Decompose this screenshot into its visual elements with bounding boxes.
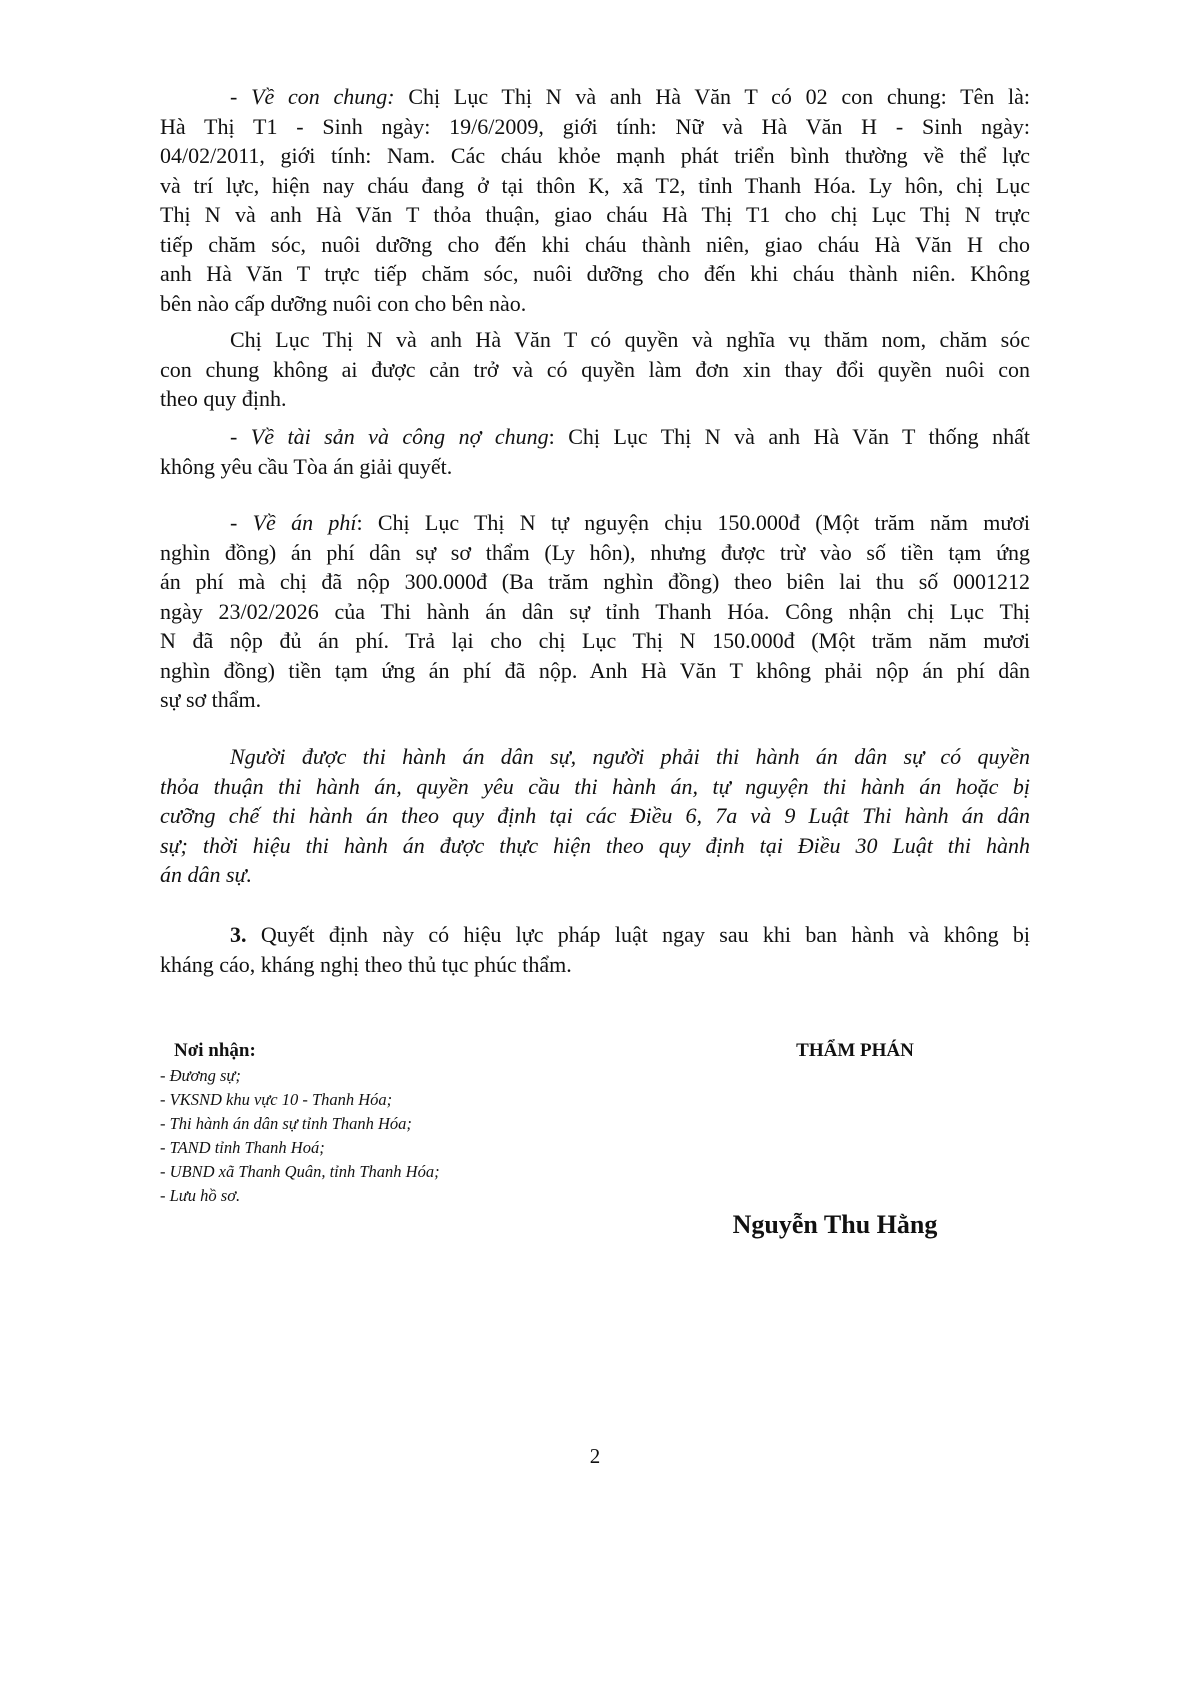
paragraph — [160, 422, 1030, 481]
text-run: Chị Lục Thị N và anh Hà Văn T có quyền và nghĩa vụ thăm nom, chăm sóc — [230, 327, 1030, 352]
text-run: Thị N và anh Hà Văn T thỏa thuận, giao cháu Hà Thị T1 cho chị Lục Thị N trực — [160, 202, 1030, 227]
text-run: : Chị Lục Thị N tự nguyện chịu 150.000đ (Một trăm năm mươi — [356, 510, 1030, 535]
text-run: Hà Thị T1 - Sinh ngày: 19/6/2009, giới tính: Nữ và Hà Văn H - Sinh ngày: — [160, 113, 1030, 139]
text-run: bên nào cấp dưỡng nuôi con cho bên nào. — [160, 290, 527, 316]
text-line — [160, 230, 1030, 260]
text-run: án dân sự. — [160, 862, 253, 887]
text-line — [160, 772, 1030, 802]
signer-name: Nguyễn Thu Hằng — [732, 1210, 938, 1239]
text-run: Quyết định này có hiệu lực pháp luật ngay sau khi ban hành và không bị — [246, 922, 1030, 947]
recipient-item: - TAND tỉnh Thanh Hoá; — [160, 1138, 325, 1157]
text-line — [160, 508, 1030, 538]
paragraph — [160, 920, 1030, 979]
text-run: án phí mà chị đã nộp 300.000đ (Ba trăm nghìn đồng) theo biên lai thu số 0001212 — [160, 569, 1030, 594]
text-run: N đã nộp đủ án phí. Trả lại cho chị Lục Thị N 150.000đ (Một trăm năm mươi — [160, 628, 1030, 653]
text-line — [160, 656, 1030, 686]
recipients-title: Nơi nhận: — [174, 1040, 256, 1061]
text-line — [160, 355, 1030, 385]
text-line — [160, 801, 1030, 831]
text-line — [160, 200, 1030, 230]
text-run: : Chị Lục Thị N và anh Hà Văn T thống nhất — [548, 424, 1030, 449]
text-run: Chị Lục Thị N và anh Hà Văn T có 02 con chung: Tên là: — [394, 84, 1031, 109]
text-run: cưỡng chế thi hành án theo quy định tại các Điều 6, 7a và 9 Luật Thi hành án dân — [160, 803, 1030, 828]
text-line — [160, 538, 1030, 568]
text-run: 04/02/2011, giới tính: Nam. Các cháu khỏe mạnh phát triển bình thường về thể lực — [160, 143, 1030, 168]
recipient-item: - Lưu hồ sơ. — [160, 1186, 241, 1205]
text-run: nghìn đồng) tiền tạm ứng án phí đã nộp. Anh Hà Văn T không phải nộp án phí dân — [160, 657, 1030, 683]
text-line — [160, 384, 1030, 414]
signer-role: THẨM PHÁN — [796, 1040, 914, 1061]
text-run: theo quy định. — [160, 386, 287, 411]
text-line — [160, 685, 1030, 715]
text-line — [160, 626, 1030, 656]
text-line — [160, 171, 1030, 201]
recipient-item: - VKSND khu vực 10 - Thanh Hóa; — [160, 1090, 393, 1109]
text-line — [160, 950, 1030, 980]
text-line — [160, 831, 1030, 861]
text-line — [160, 141, 1030, 171]
text-run: sự; thời hiệu thi hành án được thực hiện theo quy định tại Điều 30 Luật thi hành — [160, 832, 1030, 858]
paragraph — [160, 508, 1030, 715]
text-run: không yêu cầu Tòa án giải quyết. — [160, 453, 453, 479]
text-run: Về con chung: — [251, 84, 395, 109]
recipient-item: - Thi hành án dân sự tỉnh Thanh Hóa; — [160, 1114, 412, 1133]
text-run: nghìn đồng) án phí dân sự sơ thẩm (Ly hôn), nhưng được trừ vào số tiền tạm ứng — [160, 539, 1030, 565]
text-run: - — [230, 84, 252, 109]
text-run: 3. — [230, 922, 247, 947]
text-line — [160, 112, 1030, 142]
paragraph — [160, 742, 1030, 890]
text-line — [160, 325, 1030, 355]
recipient-item: - Đương sự; — [160, 1066, 241, 1085]
text-run: ngày 23/02/2026 của Thi hành án dân sự tỉnh Thanh Hóa. Công nhận chị Lục Thị — [160, 598, 1030, 624]
text-line — [160, 452, 1030, 482]
recipient-item: - UBND xã Thanh Quân, tỉnh Thanh Hóa; — [160, 1162, 440, 1181]
paragraph — [160, 325, 1030, 414]
page-number: 2 — [589, 1444, 601, 1468]
text-line — [160, 860, 1030, 890]
text-run: con chung không ai được cản trở và có quyền làm đơn xin thay đổi quyền nuôi con — [160, 356, 1030, 382]
text-line — [160, 82, 1030, 112]
text-line — [160, 597, 1030, 627]
text-line — [160, 259, 1030, 289]
text-run: sự sơ thẩm. — [160, 687, 262, 712]
text-run: tiếp chăm sóc, nuôi dưỡng cho đến khi cháu thành niên, giao cháu Hà Văn H cho — [160, 231, 1030, 257]
text-run: Người được thi hành án dân sự, người phải thi hành án dân sự có quyền — [230, 744, 1030, 769]
recipients-block — [160, 1038, 680, 1208]
text-line — [160, 567, 1030, 597]
paragraph — [160, 82, 1030, 318]
text-run: anh Hà Văn T trực tiếp chăm sóc, nuôi dưỡng cho đến khi cháu thành niên. Không — [160, 261, 1030, 286]
text-run: thỏa thuận thi hành án, quyền yêu cầu thi hành án, tự nguyện thi hành án hoặc bị — [160, 773, 1030, 799]
text-line — [160, 422, 1030, 452]
text-run: - Về án phí — [230, 510, 357, 535]
text-run: kháng cáo, kháng nghị theo thủ tục phúc thẩm. — [160, 951, 572, 977]
text-line — [160, 742, 1030, 772]
text-line — [160, 289, 1030, 319]
text-line — [160, 920, 1030, 950]
text-run: - Về tài sản và công nợ chung — [230, 424, 549, 449]
text-run: và trí lực, hiện nay cháu đang ở tại thôn K, xã T2, tỉnh Thanh Hóa. Ly hôn, chị Lục — [160, 172, 1030, 198]
